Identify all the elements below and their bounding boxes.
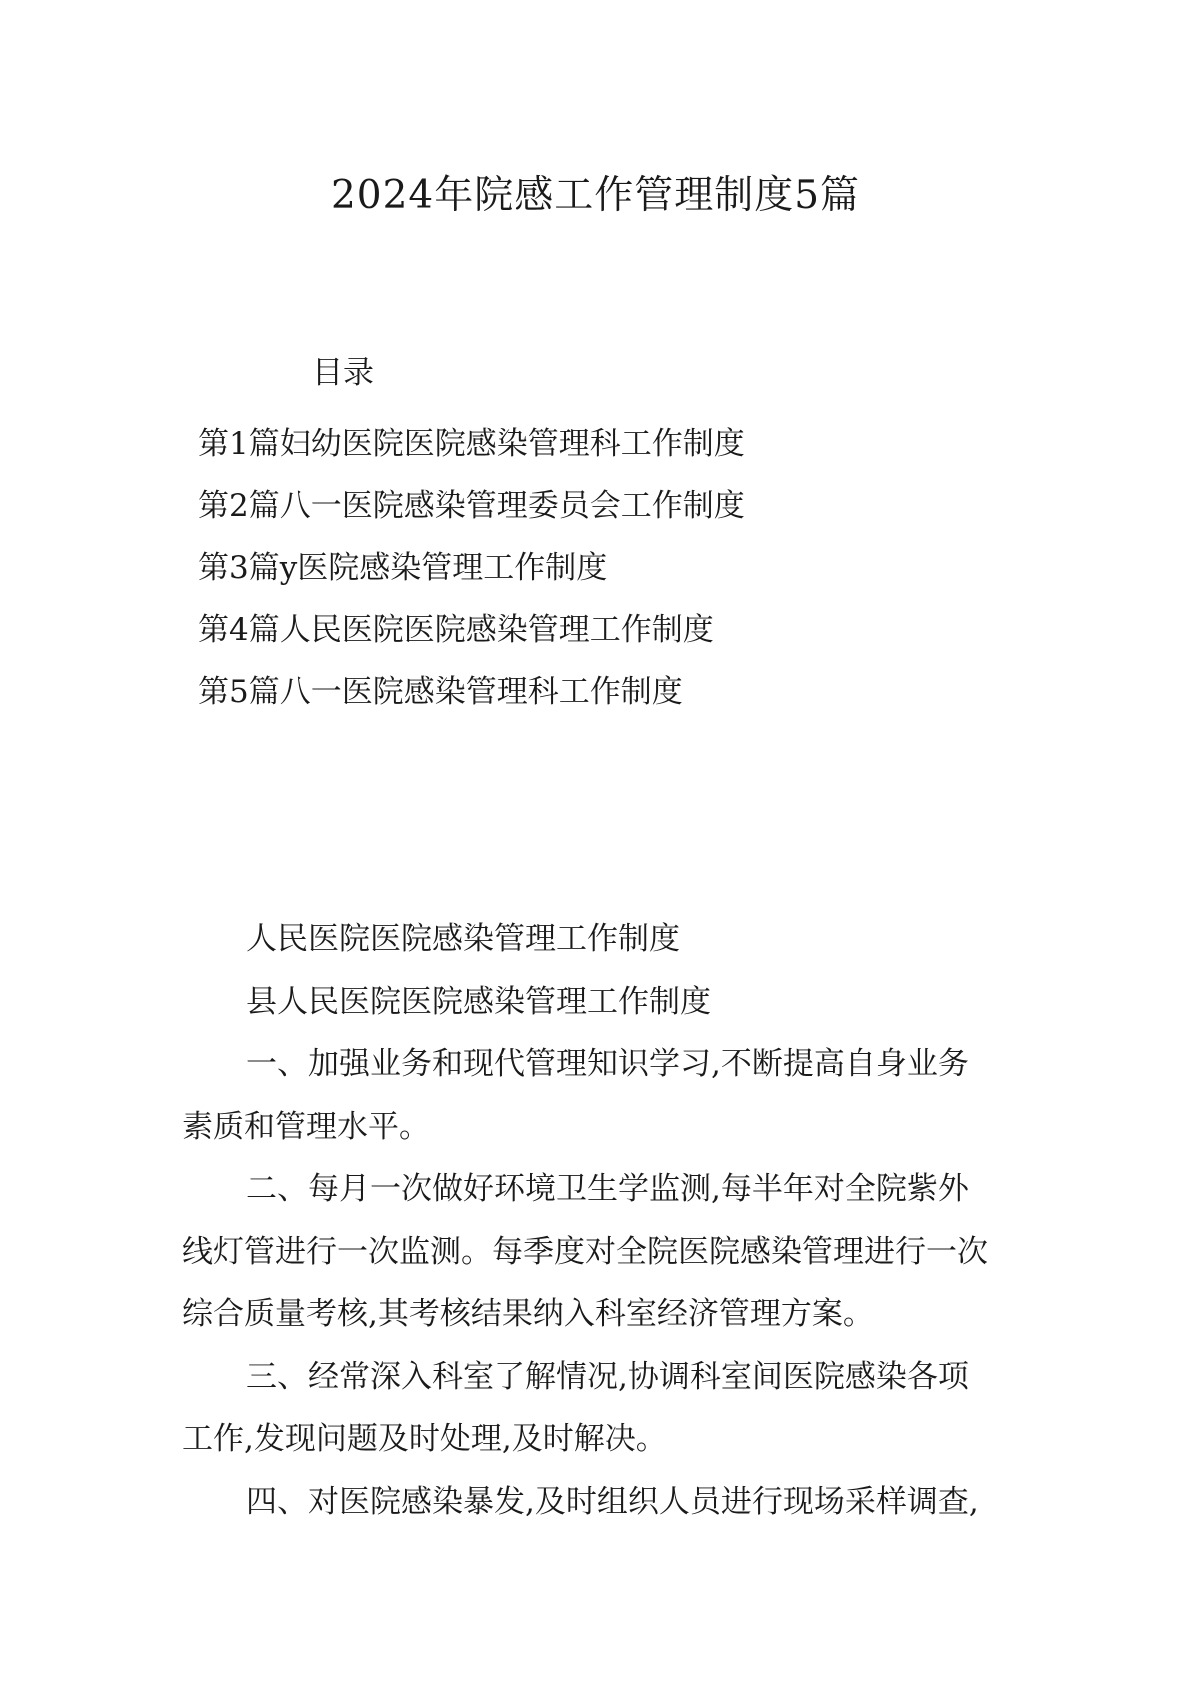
table-of-contents: [198, 413, 745, 723]
document-title: 2024年院感工作管理制度5篇: [330, 173, 861, 218]
paragraph-line: 综合质量考核,其考核结果纳入科室经济管理方案。: [182, 1296, 874, 1332]
paragraph-line: 一、加强业务和现代管理知识学习,不断提高自身业务: [246, 1046, 969, 1082]
paragraph-line: 工作,发现问题及时处理,及时解决。: [182, 1421, 667, 1457]
paragraph-line: 线灯管进行一次监测。每季度对全院医院感染管理进行一次: [182, 1233, 988, 1270]
paragraph-line: 四、对医院感染暴发,及时组织人员进行现场采样调查,: [246, 1483, 979, 1520]
toc-item: 第2篇八一医院感染管理委员会工作制度: [198, 488, 745, 524]
toc-item: 第4篇人民医院医院感染管理工作制度: [198, 612, 714, 648]
toc-item: 第3篇y医院感染管理工作制度: [198, 550, 608, 586]
paragraph-line: 素质和管理水平。: [182, 1108, 430, 1145]
paragraph-line: 二、每月一次做好环境卫生学监测,每半年对全院紫外: [246, 1171, 969, 1207]
toc-item: 第1篇妇幼医院医院感染管理科工作制度: [198, 426, 745, 462]
toc-heading: 目录: [312, 355, 374, 391]
section-title: 人民医院医院感染管理工作制度: [246, 921, 680, 957]
toc-item: 第5篇八一医院感染管理科工作制度: [198, 674, 683, 710]
section-subtitle: 县人民医院医院感染管理工作制度: [246, 983, 711, 1020]
paragraph-line: 三、经常深入科室了解情况,协调科室间医院感染各项: [246, 1358, 969, 1395]
document-body: [182, 908, 1014, 1533]
